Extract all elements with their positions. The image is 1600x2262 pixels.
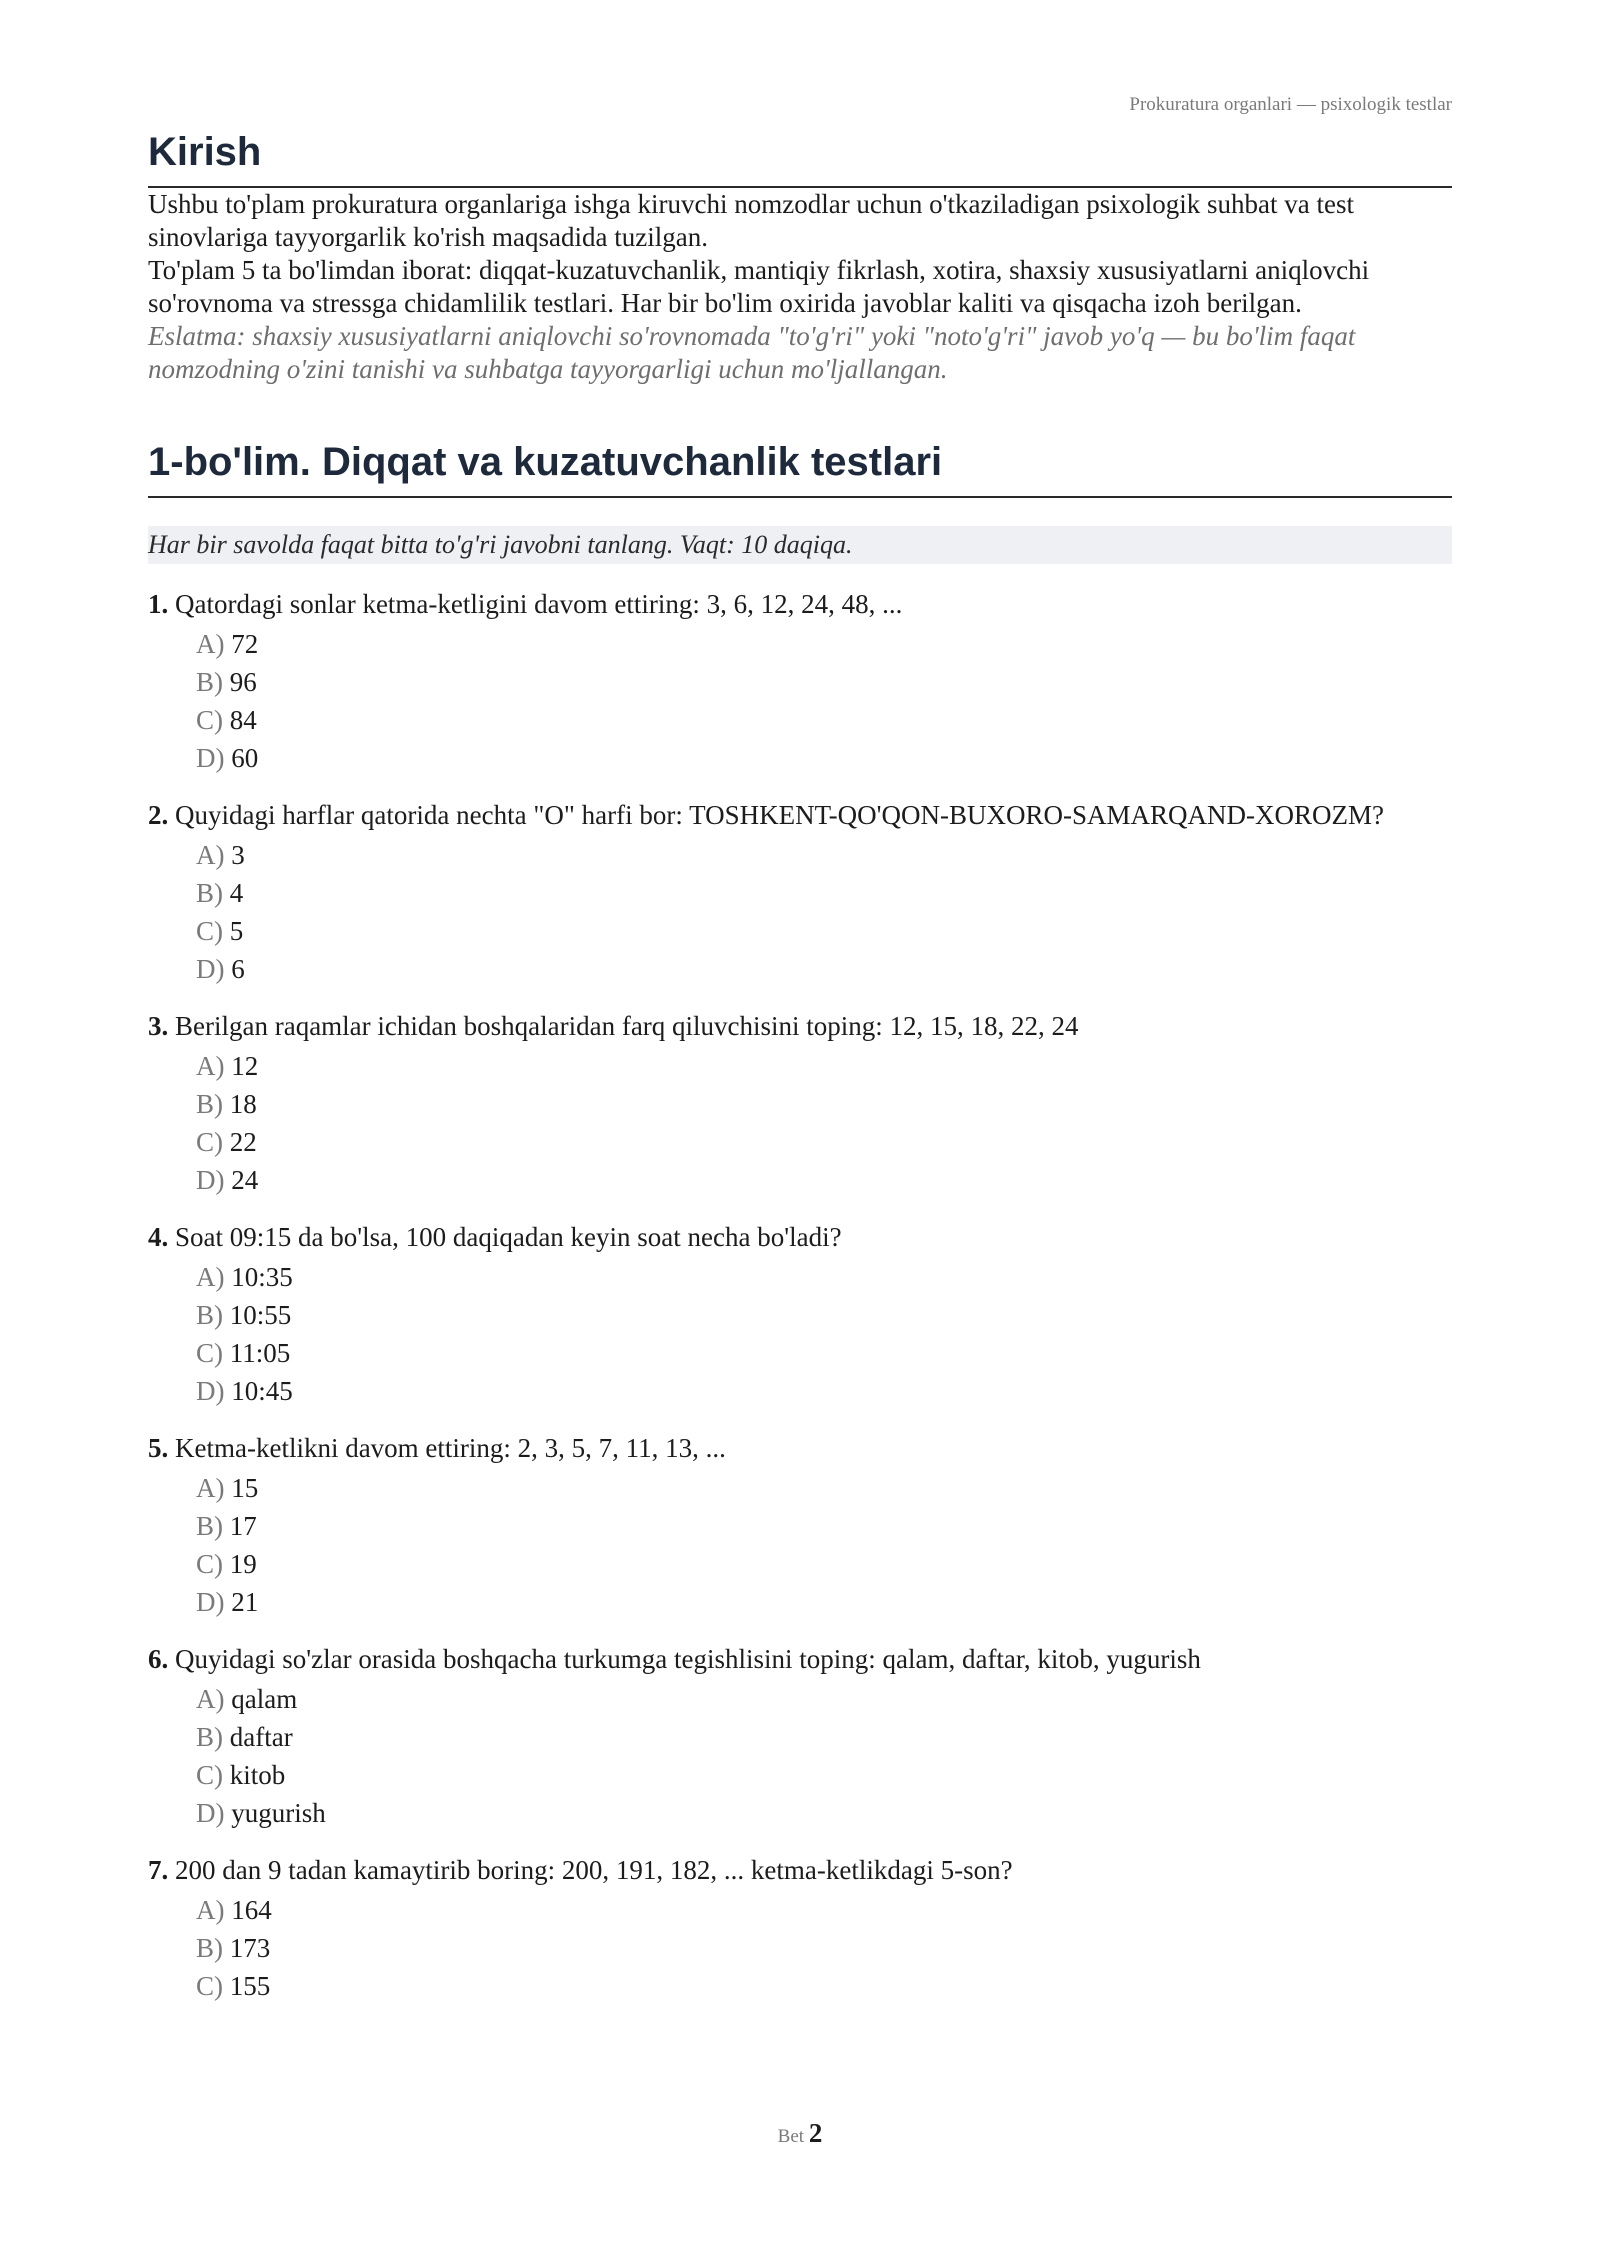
question-text (148, 799, 1452, 832)
option-letter: D) (196, 954, 225, 984)
answer-option (196, 739, 1452, 777)
option-text: 6 (231, 954, 245, 984)
option-letter: A) (196, 629, 225, 659)
option-text: 4 (229, 878, 244, 908)
option-text: 72 (231, 629, 259, 659)
option-text: 11:05 (229, 1338, 291, 1368)
answer-option (196, 1545, 1452, 1583)
answer-option (196, 1161, 1452, 1199)
question-body: Soat 09:15 da bo'lsa, 100 daqiqadan keyin soat necha bo'ladi? (175, 1222, 842, 1252)
option-text: daftar (229, 1722, 293, 1752)
answer-option (196, 1794, 1452, 1832)
option-letter: B) (196, 1300, 223, 1330)
option-letter: A) (196, 1262, 225, 1292)
answer-options (196, 1047, 1452, 1199)
option-letter: C) (196, 1971, 223, 2001)
question-number: 2. (148, 800, 169, 830)
option-text: 22 (229, 1127, 257, 1157)
option-letter: B) (196, 1722, 223, 1752)
question-list (148, 588, 1452, 2005)
option-letter: C) (196, 916, 223, 946)
option-text: 21 (231, 1587, 259, 1617)
question-number: 3. (148, 1011, 169, 1041)
question-body: 200 dan 9 tadan kamaytirib boring: 200, 191, 182, ... ketma-ketlikdagi 5-son? (175, 1855, 1013, 1885)
option-letter: C) (196, 1127, 223, 1157)
answer-option (196, 701, 1452, 739)
answer-options (196, 1680, 1452, 1832)
question-text (148, 1643, 1452, 1676)
question-number: 5. (148, 1433, 169, 1463)
option-text: 15 (231, 1473, 259, 1503)
option-text: 17 (229, 1511, 257, 1541)
answer-option (196, 1123, 1452, 1161)
option-letter: A) (196, 1895, 225, 1925)
question-number: 6. (148, 1644, 169, 1674)
option-text: 173 (229, 1933, 271, 1963)
option-letter: C) (196, 1549, 223, 1579)
intro-note: Eslatma: shaxsiy xususiyatlarni aniqlovchi so'rovnomada "to'g'ri" yoki "noto'g'ri" javob yo'q — bu bo'lim faqat nomzodning o'zini tanishi va suhbatga tayyorgarligi uchun mo'ljallangan. (148, 321, 1356, 384)
answer-option (196, 1967, 1452, 2005)
answer-options (196, 1891, 1452, 2005)
answer-option (196, 1891, 1452, 1929)
option-text: 18 (229, 1089, 257, 1119)
question-body: Quyidagi so'zlar orasida boshqacha turkumga tegishlisini toping: qalam, daftar, kitob, yugurish (175, 1644, 1201, 1674)
question-5 (148, 1432, 1452, 1621)
question-number: 4. (148, 1222, 169, 1252)
answer-option (196, 663, 1452, 701)
answer-option (196, 1334, 1452, 1372)
option-letter: A) (196, 1473, 225, 1503)
question-text (148, 1010, 1452, 1043)
option-letter: A) (196, 840, 225, 870)
question-text (148, 1221, 1452, 1254)
option-letter: B) (196, 878, 223, 908)
option-text: 84 (229, 705, 257, 735)
answer-option (196, 1929, 1452, 1967)
answer-option (196, 1047, 1452, 1085)
option-letter: B) (196, 1933, 223, 1963)
option-text: yugurish (231, 1798, 326, 1828)
question-3 (148, 1010, 1452, 1199)
option-text: 10:45 (231, 1376, 293, 1406)
question-text (148, 588, 1452, 621)
answer-options (196, 836, 1452, 988)
answer-option (196, 1372, 1452, 1410)
page-footer (0, 2118, 1600, 2149)
question-body: Qatordagi sonlar ketma-ketligini davom ettiring: 3, 6, 12, 24, 48, ... (175, 589, 903, 619)
question-body: Quyidagi harflar qatorida nechta "O" harfi bor: TOSHKENT-QO'QON-BUXORO-SAMARQAND-XOROZM? (175, 800, 1384, 830)
question-6 (148, 1643, 1452, 1832)
option-text: 155 (229, 1971, 271, 2001)
answer-option (196, 625, 1452, 663)
option-text: 3 (231, 840, 245, 870)
page-label: Bet (777, 2126, 805, 2147)
answer-option (196, 950, 1452, 988)
answer-option (196, 1680, 1452, 1718)
option-text: 10:55 (229, 1300, 292, 1330)
question-text (148, 1854, 1452, 1887)
answer-option (196, 1583, 1452, 1621)
answer-options (196, 625, 1452, 777)
option-letter: B) (196, 1511, 223, 1541)
option-text: 19 (229, 1549, 257, 1579)
option-letter: D) (196, 1587, 225, 1617)
option-text: 96 (229, 667, 257, 697)
question-number: 1. (148, 589, 169, 619)
option-text: 10:35 (231, 1262, 293, 1292)
question-body: Ketma-ketlikni davom ettiring: 2, 3, 5, 7, 11, 13, ... (175, 1433, 726, 1463)
question-1 (148, 588, 1452, 777)
option-text: 5 (229, 916, 244, 946)
intro-paragraph-1: Ushbu to'plam prokuratura organlariga ishga kiruvchi nomzodlar uchun o'tkaziladigan psixologik suhbat va test sinovlariga tayyorgarlik ko'rish maqsadida tuzilgan. (148, 189, 1354, 252)
option-letter: B) (196, 1089, 223, 1119)
option-text: 12 (231, 1051, 259, 1081)
answer-option (196, 1756, 1452, 1794)
intro-heading: Kirish (148, 128, 1452, 188)
answer-option (196, 1258, 1452, 1296)
answer-option (196, 912, 1452, 950)
option-text: 164 (231, 1895, 272, 1925)
option-letter: C) (196, 1760, 223, 1790)
option-letter: A) (196, 1051, 225, 1081)
option-text: qalam (231, 1684, 298, 1714)
section-1-instruction: Har bir savolda faqat bitta to'g'ri javobni tanlang. Vaqt: 10 daqiqa. (148, 526, 1452, 564)
answer-option (196, 836, 1452, 874)
answer-options (196, 1469, 1452, 1621)
question-body: Berilgan raqamlar ichidan boshqalaridan farq qiluvchisini toping: 12, 15, 18, 22, 24 (175, 1011, 1079, 1041)
option-letter: B) (196, 667, 223, 697)
option-letter: A) (196, 1684, 225, 1714)
option-letter: D) (196, 1798, 225, 1828)
option-letter: D) (196, 1165, 225, 1195)
answer-option (196, 1085, 1452, 1123)
question-2 (148, 799, 1452, 988)
option-letter: D) (196, 743, 225, 773)
section-1-heading: 1-bo'lim. Diqqat va kuzatuvchanlik testlari (148, 438, 1452, 498)
intro-paragraph-2: To'plam 5 ta bo'limdan iborat: diqqat-kuzatuvchanlik, mantiqiy fikrlash, xotira, shaxsiy xususiyatlarni aniqlovchi so'rovnoma va stressga chidamlilik testlari. Har bir bo'lim oxirida javoblar kaliti va qisqacha izoh berilgan. (148, 255, 1370, 318)
option-text: 24 (231, 1165, 259, 1195)
option-letter: D) (196, 1376, 225, 1406)
answer-option (196, 1507, 1452, 1545)
question-text (148, 1432, 1452, 1465)
option-letter: C) (196, 705, 223, 735)
answer-option (196, 1718, 1452, 1756)
answer-option (196, 1469, 1452, 1507)
option-text: 60 (231, 743, 259, 773)
question-number: 7. (148, 1855, 169, 1885)
page-content (148, 128, 1452, 2005)
question-4 (148, 1221, 1452, 1410)
running-header: Prokuratura organlari — psixologik testlar (1129, 94, 1452, 115)
option-text: kitob (229, 1760, 286, 1790)
answer-option (196, 874, 1452, 912)
answer-option (196, 1296, 1452, 1334)
answer-options (196, 1258, 1452, 1410)
question-7 (148, 1854, 1452, 2005)
page-number: 2 (808, 2118, 823, 2148)
option-letter: C) (196, 1338, 223, 1368)
